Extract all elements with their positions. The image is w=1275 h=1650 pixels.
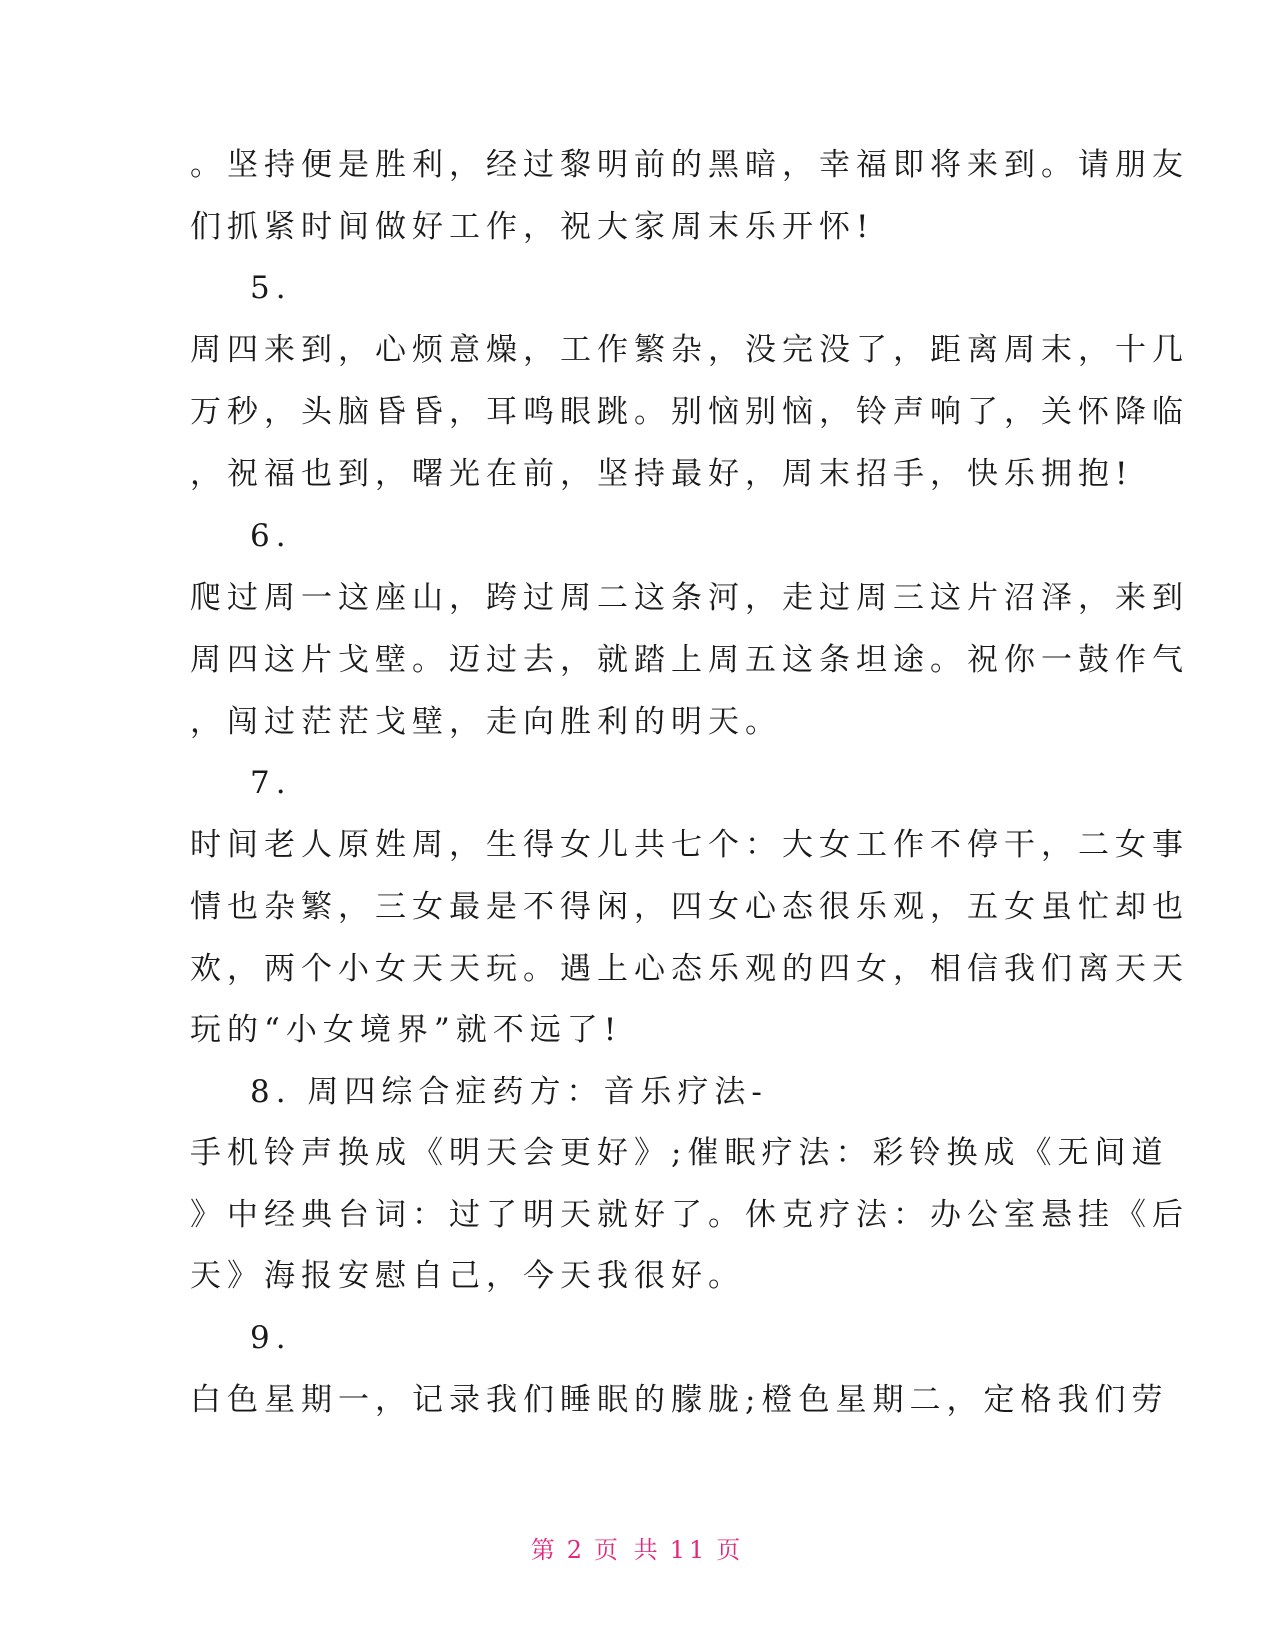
item-number: 5. — [250, 270, 292, 306]
footer-middle: 页 共 — [594, 1536, 662, 1564]
text-line: 》中经典台词：过了明天就好了。休克疗法：办公室悬挂《后 — [190, 1197, 1189, 1233]
text-line: 时间老人原姓周，生得女儿共七个：大女工作不停干，二女事 — [190, 827, 1189, 863]
text-line: 万秒，头脑昏昏，耳鸣眼跳。别恼别恼，铃声响了，关怀降临 — [190, 394, 1189, 430]
text-line: 手机铃声换成《明天会更好》;催眠疗法：彩铃换成《无间道 — [190, 1135, 1169, 1171]
text-line: 欢，两个小女天天玩。遇上心态乐观的四女，相信我们离天天 — [190, 951, 1189, 987]
footer-prefix: 第 — [530, 1536, 559, 1564]
text-line: ，闯过茫茫戈壁，走向胜利的明天。 — [190, 704, 782, 740]
item-number: 9. — [250, 1320, 292, 1356]
text-line: 们抓紧时间做好工作，祝大家周末乐开怀! — [190, 209, 875, 245]
item-number: 7. — [250, 765, 292, 801]
text-line: 爬过周一这座山，跨过周二这条河，走过周三这片沼泽，来到 — [190, 580, 1189, 616]
footer-total-pages: 11 — [669, 1536, 709, 1564]
page-footer — [0, 1530, 1275, 1565]
footer-page-number: 2 — [566, 1536, 587, 1564]
text-line: 。坚持便是胜利，经过黎明前的黑暗，幸福即将来到。请朋友 — [190, 147, 1189, 183]
text-line: 玩的“小女境界”就不远了! — [190, 1012, 623, 1048]
item-heading: 8. 周四综合症药方：音乐疗法- — [250, 1074, 768, 1110]
text-line: 白色星期一，记录我们睡眠的朦胧;橙色星期二，定格我们劳 — [190, 1382, 1169, 1418]
text-line: 天》海报安慰自己，今天我很好。 — [190, 1258, 745, 1294]
footer-suffix: 页 — [716, 1536, 745, 1564]
item-number: 6. — [250, 518, 292, 554]
text-line: 情也杂繁，三女最是不得闲，四女心态很乐观，五女虽忙却也 — [190, 889, 1189, 925]
text-line: 周四来到，心烦意燥，工作繁杂，没完没了，距离周末，十几 — [190, 332, 1189, 368]
text-line: 周四这片戈壁。迈过去，就踏上周五这条坦途。祝你一鼓作气 — [190, 642, 1189, 678]
text-line: ，祝福也到，曙光在前，坚持最好，周末招手，快乐拥抱! — [190, 456, 1134, 492]
